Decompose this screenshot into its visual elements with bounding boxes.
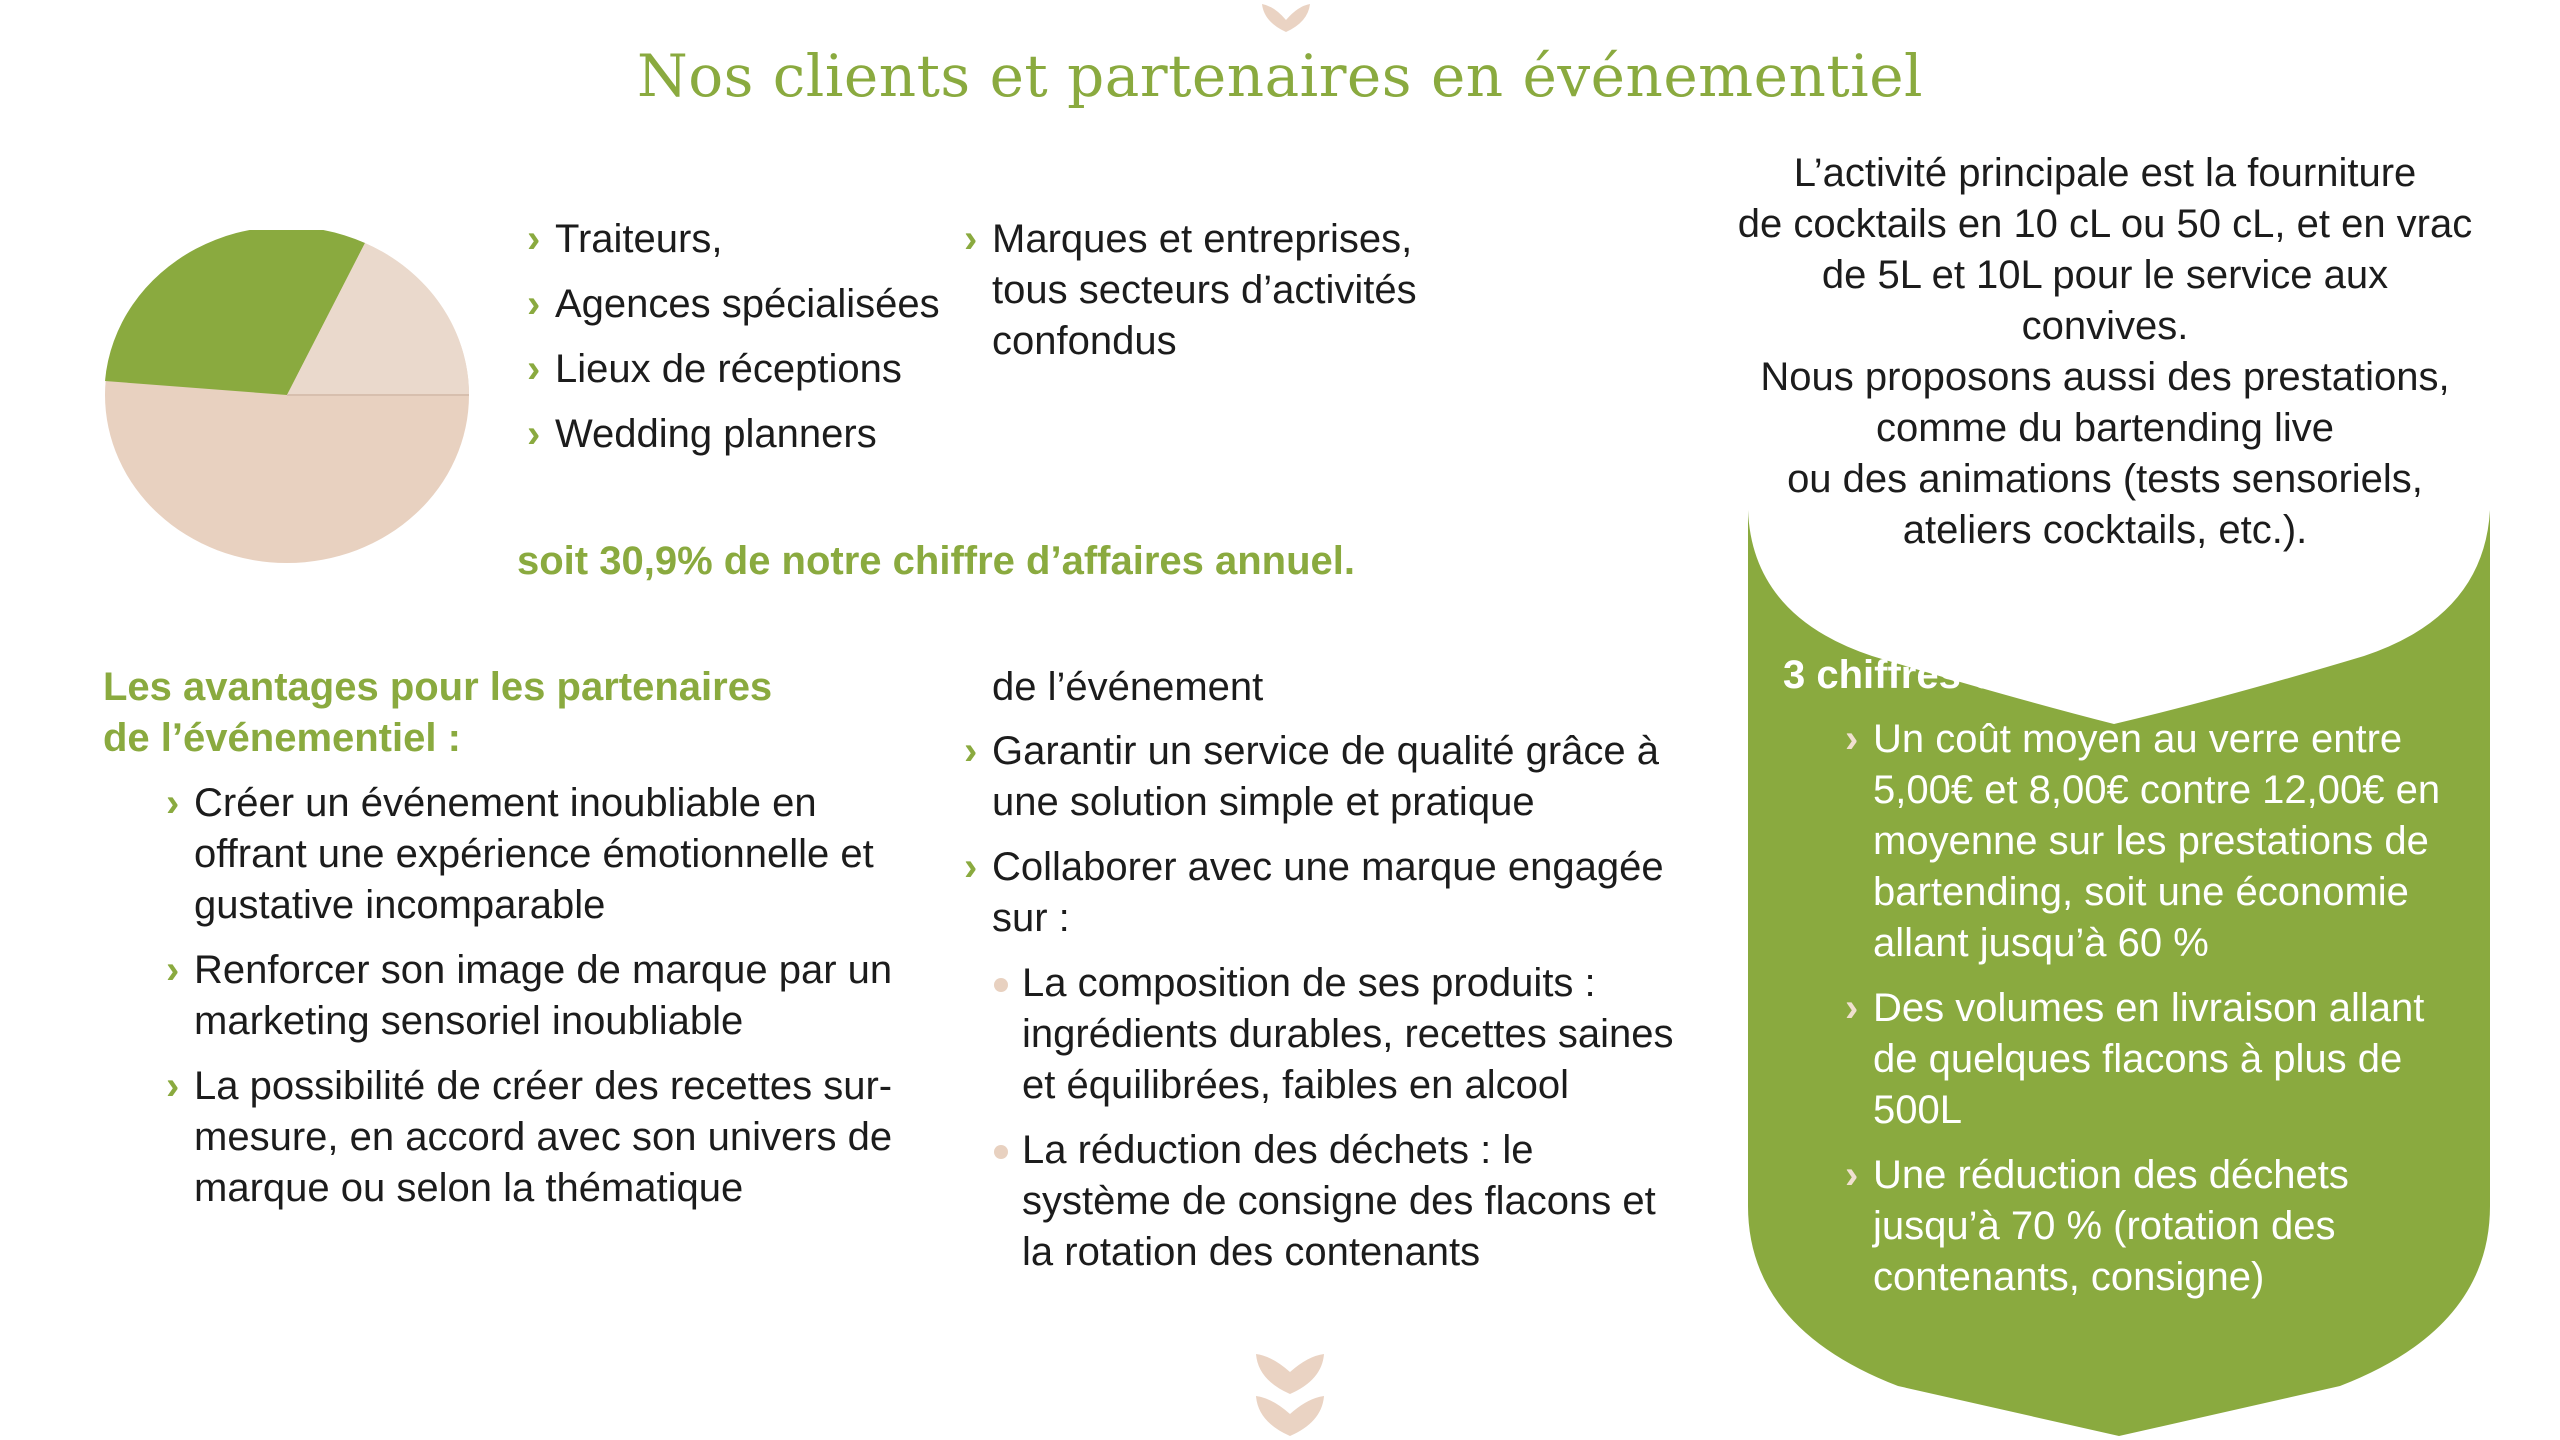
list-item: › Renforcer son image de marque par un marketing sensoriel inoubliable <box>166 948 893 1043</box>
list-item: › Agences spécialisées <box>527 282 940 326</box>
list-item: › Traiteurs, <box>527 217 723 261</box>
clients-list-1 <box>527 214 957 474</box>
advantages-continuation: de l’événement <box>992 665 1264 709</box>
advantages-list-right <box>964 726 1704 958</box>
advantages-sublist <box>994 958 1684 1292</box>
advantages-list-left <box>166 778 906 1228</box>
list-item: › Des volumes en livraison allant de quelques flacons à plus de 500L <box>1845 986 2425 1132</box>
list-item: › Lieux de réceptions <box>527 347 902 391</box>
list-item: › La possibilité de créer des recettes sur-mesure, en accord avec son univers de marque ou selon la thématique <box>166 1064 893 1210</box>
key-figures-list <box>1845 714 2465 1317</box>
key-figures-heading: 3 chiffres clés : <box>1783 653 2075 697</box>
list-item: › Garantir un service de qualité grâce à une solution simple et pratique <box>964 729 1660 824</box>
list-item: La réduction des déchets : le système de consigne des flacons et la rotation des contenants <box>994 1125 1684 1278</box>
list-item: › Collaborer avec une marque engagée sur : <box>964 845 1664 940</box>
leaf-ornament-top-icon <box>1258 0 1314 34</box>
clients-pie-chart <box>100 230 480 580</box>
list-item: › Un coût moyen au verre entre 5,00€ et 8,00€ contre 12,00€ en moyenne sur les prestations de bartending, soit une économie allant jusqu’à 60 % <box>1845 717 2441 965</box>
list-item: La composition de ses produits : ingrédients durables, recettes saines et équilibrées, faibles en alcool <box>994 958 1684 1111</box>
page-title: Nos clients et partenaires en événementiel <box>636 42 1924 110</box>
advantages-heading: Les avantages pour les partenaires de l’événementiel : <box>103 665 773 760</box>
leaf-ornament-bottom-icon <box>1250 1350 1330 1440</box>
clients-list-2 <box>964 214 1464 381</box>
activity-description: L’activité principale est la fourniture de cocktails en 10 cL ou 50 cL, et en vrac de 5L et 10L pour le service aux convives. Nous proposons aussi des prestations, comme du bartending live ou des animations (tests sensoriels, ateliers cocktails, etc.). <box>1737 151 2473 552</box>
list-item: › Marques et entreprises, tous secteurs d’activités confondus <box>964 217 1417 363</box>
list-item: › Wedding planners <box>527 412 877 456</box>
list-item: › Une réduction des déchets jusqu’à 70 % (rotation des contenants, consigne) <box>1845 1153 2349 1299</box>
clients-summary: soit 30,9% de notre chiffre d’affaires annuel. <box>517 539 1356 583</box>
list-item: › Créer un événement inoubliable en offrant une expérience émotionnelle et gustative incomparable <box>166 781 874 927</box>
